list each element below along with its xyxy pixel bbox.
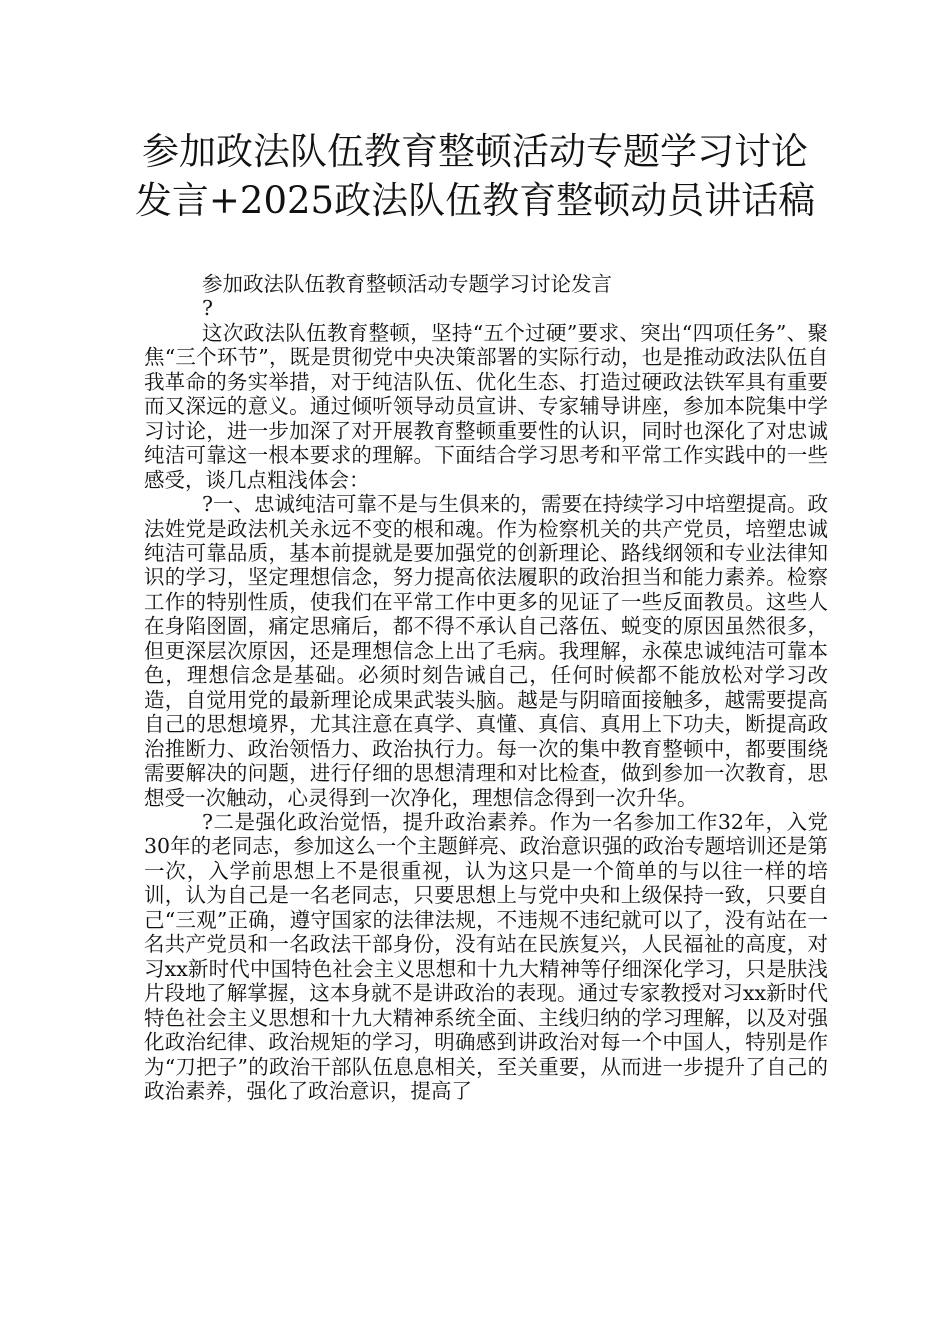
title-line-2: 发言+2025政法队伍教育整顿动员讲话稿	[134, 179, 816, 222]
placeholder-marker: ?	[202, 296, 213, 321]
paragraph-intro: 这次政法队伍教育整顿，坚持“五个过硬”要求、突出“四项任务”、聚焦“三个环节”，既是贯彻党中央决策部署的实际行动，也是推动政法队伍自我革命的务实举措，对于纯洁队伍、优化生态、打造过硬政法铁军具有重要而又深远的意义。通过倾听领导动员宣讲、专家辅导讲座，参加本院集中学习讨论，进一步加深了对开展教育整顿重要性的认识，同时也深化了对忠诚纯洁可靠这一根本要求的理解。下面结合学习思考和平常工作实践中的一些感受，谈几点粗浅体会：	[144, 320, 828, 492]
title-line-1: 参加政法队伍教育整顿活动专题学习讨论	[142, 130, 808, 173]
paragraph-point-2: ?二是强化政治觉悟，提升政治素养。作为一名参加工作32年，入党30年的老同志，参加这么一个主题鲜亮、政治意识强的政治专题培训还是第一次，入学前思想上不是很重视，认为这只是一个简单的与以往一样的培训，认为自己是一名老同志，只要思想上与党中央和上级保持一致，只要自己“三观”正确，遵守国家的法律法规，不违规不违纪就可以了，没有站在一名共产党员和一名政法干部身份，没有站在民族复兴，人民福祉的高度，对习xx新时代中国特色社会主义思想和十九大精神等仔细深化学习，只是肤浅片段地了解掌握，这本身就不是讲政治的表现。通过专家教授对习xx新时代特色社会主义思想和十九大精神系统全面、主线归纳的学习理解，以及对强化政治纪律、政治规矩的学习，明确感到讲政治对每一个中国人，特别是作为“刀把子”的政治干部队伍息息相关，至关重要，从而进一步提升了自己的政治素养，强化了政治意识，提高了	[144, 809, 828, 1103]
document-title	[120, 127, 830, 225]
document-body	[144, 272, 828, 1103]
paragraph-point-1: ?一、忠诚纯洁可靠不是与生俱来的，需要在持续学习中培塑提高。政法姓党是政法机关永远不变的根和魂。作为检察机关的共产党员，培塑忠诚纯洁可靠品质，基本前提就是要加强党的创新理论、路线纲领和专业法律知识的学习，坚定理想信念，努力提高依法履职的政治担当和能力素养。检察工作的特别性质，使我们在平常工作中更多的见证了一些反面教员。这些人在身陷囹圄，痛定思痛后，都不得不承认自己落伍、蜕变的原因虽然很多，但更深层次原因，还是理想信念上出了毛病。我理解，永葆忠诚纯洁可靠本色，理想信念是基础。必须时刻告诫自己，任何时候都不能放松对学习改造，自觉用党的最新理论成果武装头脑。越是与阴暗面接触多，越需要提高自己的思想境界，尤其注意在真学、真懂、真信、真用上下功夫，断提高政治推断力、政治领悟力、政治执行力。每一次的集中教育整顿中，都要围绕需要解决的问题，进行仔细的思想清理和对比检查，做到参加一次教育，思想受一次触动，心灵得到一次净化，理想信念得到一次升华。	[144, 492, 828, 810]
section-subtitle: 参加政法队伍教育整顿活动专题学习讨论发言	[202, 272, 612, 296]
